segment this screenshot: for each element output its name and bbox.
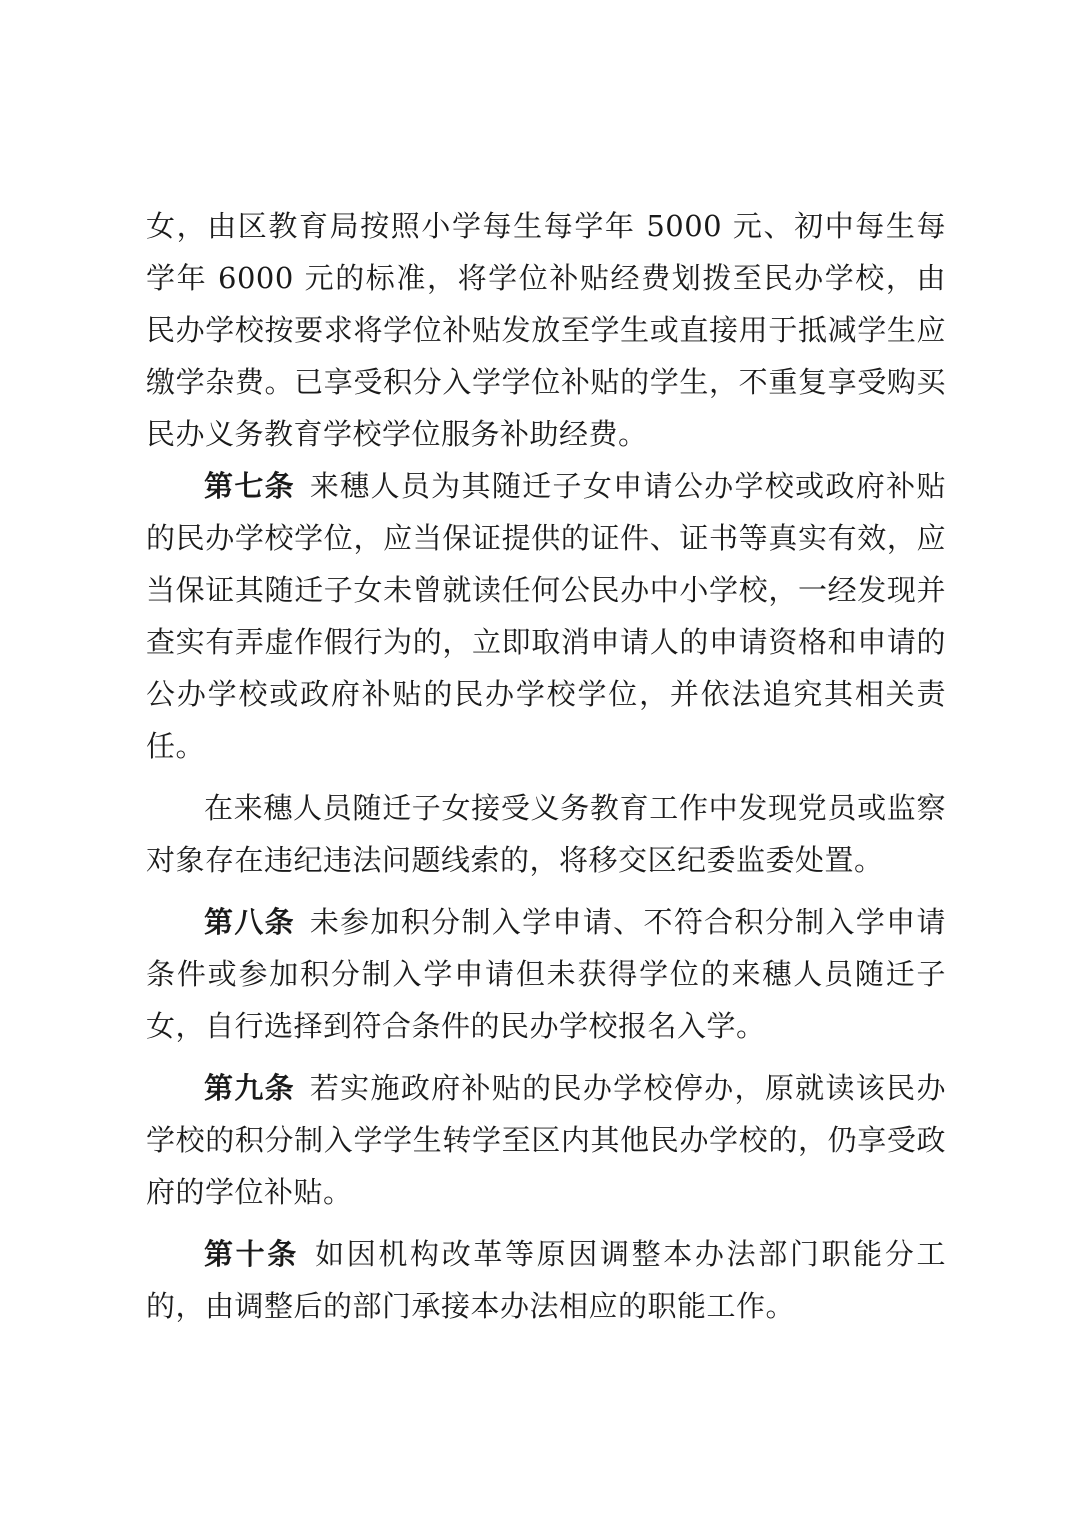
paragraph-text: 女，由区教育局按照小学每生每学年 5000 元、初中每生每学年 6000 元的标准，将学位补贴经费划拨至民办学校，由民办学校按要求将学位补贴发放至学生或直接用于抵减学生应缴学杂费。已享受积分入学学位补贴的学生，不重复享受购买民办义务教育学校学位服务补助经费。 <box>146 209 946 451</box>
article-heading: 第九条 <box>204 1071 295 1105</box>
article-heading: 第十条 <box>204 1237 299 1271</box>
article-heading: 第八条 <box>204 905 295 939</box>
article-text: 未参加积分制入学申请、不符合积分制入学申请条件或参加积分制入学申请但未获得学位的来穗人员随迁子女，自行选择到符合条件的民办学校报名入学。 <box>146 905 946 1043</box>
paragraph-continuation <box>146 200 946 460</box>
paragraph-text: 在来穗人员随迁子女接受义务教育工作中发现党员或监察对象存在违纪违法问题线索的，将移交区纪委监委处置。 <box>146 791 946 877</box>
document-page <box>146 200 946 1332</box>
article-text: 来穗人员为其随迁子女申请公办学校或政府补贴的民办学校学位，应当保证提供的证件、证书等真实有效，应当保证其随迁子女未曾就读任何公民办中小学校，一经发现并查实有弄虚作假行为的，立即取消申请人的申请资格和申请的公办学校或政府补贴的民办学校学位，并依法追究其相关责任。 <box>146 469 946 763</box>
article-10 <box>146 1228 946 1332</box>
article-text: 若实施政府补贴的民办学校停办，原就读该民办学校的积分制入学学生转学至区内其他民办学校的，仍享受政府的学位补贴。 <box>146 1071 946 1209</box>
article-8 <box>146 896 946 1052</box>
article-9 <box>146 1062 946 1218</box>
article-text: 如因机构改革等原因调整本办法部门职能分工的，由调整后的部门承接本办法相应的职能工作。 <box>146 1237 946 1323</box>
article-7 <box>146 460 946 772</box>
article-7-supplement <box>146 782 946 886</box>
article-heading: 第七条 <box>204 469 295 503</box>
